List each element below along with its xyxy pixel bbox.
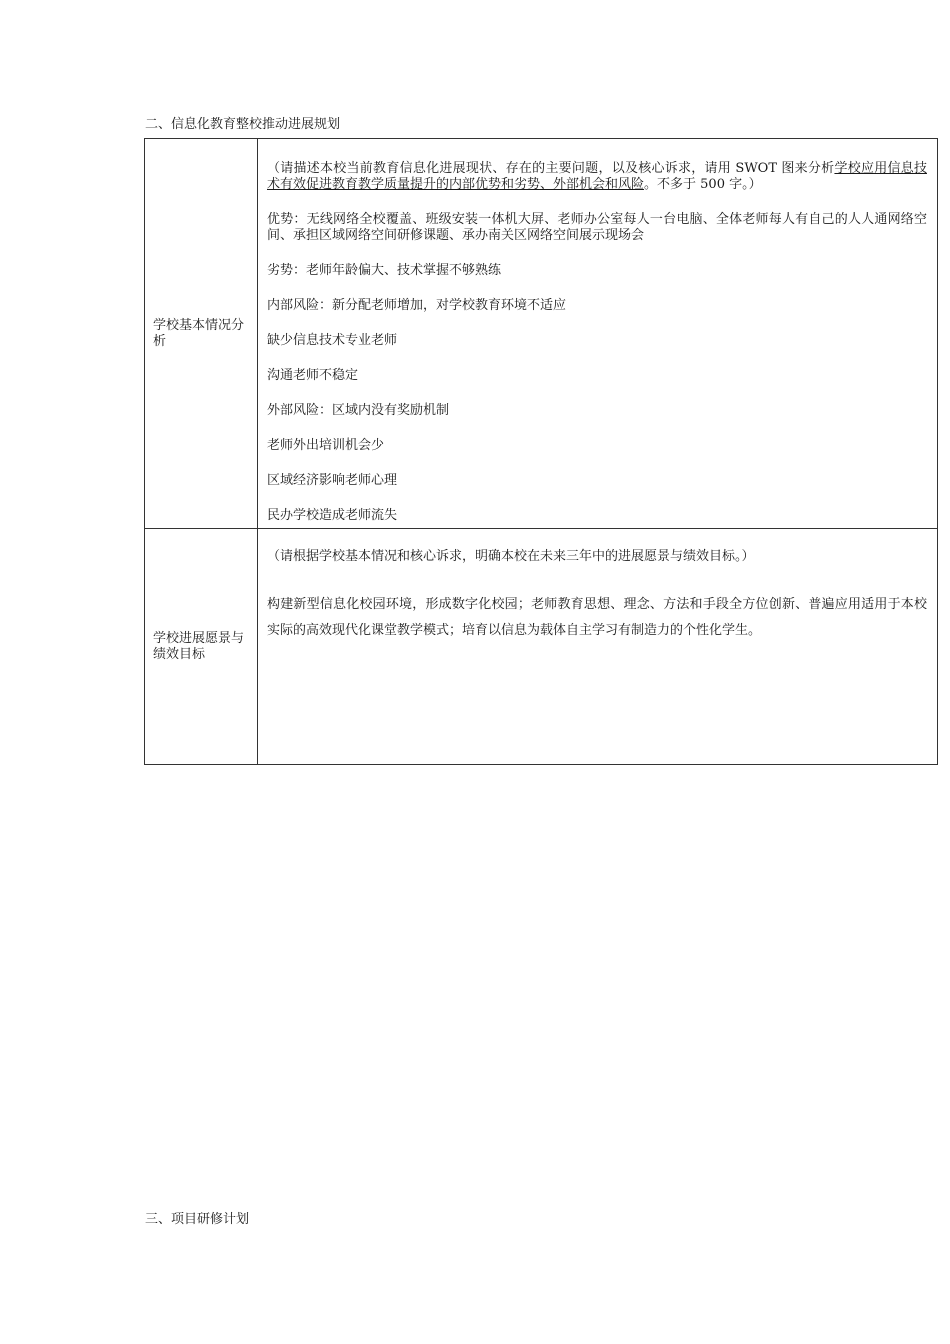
vision-instruction-note: （请根据学校基本情况和核心诉求，明确本校在未来三年中的进展愿景与绩效目标。） (267, 549, 755, 564)
swot-item-internal-risk-2: 缺少信息技术专业老师 (267, 333, 398, 348)
section-3-heading: 三、项目研修计划 (145, 1212, 250, 1227)
note-text-after: 。不多于 500 字。） (644, 177, 762, 192)
vision-statement: 构建新型信息化校园环境，形成数字化校园；老师教育思想、理念、方法和手段全方位创新、普遍应用适用于本校实际的高效现代化课堂教学模式；培育以信息为载体自主学习有制造力的个性化学生。 (267, 597, 927, 638)
swot-item-internal-risk-3: 沟通老师不稳定 (267, 368, 359, 383)
swot-item-weaknesses: 劣势：老师年龄偏大、技术掌握不够熟练 (267, 263, 502, 278)
table-row-vision-goals (145, 529, 938, 765)
table-row-school-analysis (145, 139, 938, 529)
planning-table (144, 138, 938, 765)
swot-item-strengths: 优势：无线网络全校覆盖、班级安装一体机大屏、老师办公室每人一台电脑、全体老师每人有自己的人人通网络空间、承担区域网络空间研修课题、承办南关区网络空间展示现场会 (267, 212, 927, 243)
row-content-vision-goals (258, 529, 938, 765)
swot-instruction-note (267, 139, 927, 193)
note-text-before: （请描述本校当前教育信息化进展现状、存在的主要问题，以及核心诉求，请用 SWOT 图来分析 (267, 161, 835, 176)
swot-item-external-risk-2: 老师外出培训机会少 (267, 438, 385, 453)
swot-item-external-risk-3: 区域经济影响老师心理 (267, 473, 398, 488)
row-content-school-analysis (258, 139, 938, 529)
note-text-underlined: 学校应用信息技术有效促进教育教学质量提升的内部优势和劣势、外部机会和风险 (267, 161, 927, 192)
swot-item-external-risk-4: 民办学校造成老师流失 (267, 508, 398, 523)
section-2-heading: 二、信息化教育整校推动进展规划 (145, 117, 341, 132)
row-label-school-analysis: 学校基本情况分析 (145, 139, 258, 529)
row-label-vision-goals: 学校进展愿景与绩效目标 (145, 529, 258, 765)
swot-item-internal-risk: 内部风险：新分配老师增加，对学校教育环境不适应 (267, 298, 567, 313)
swot-item-external-risk: 外部风险：区域内没有奖励机制 (267, 403, 450, 418)
